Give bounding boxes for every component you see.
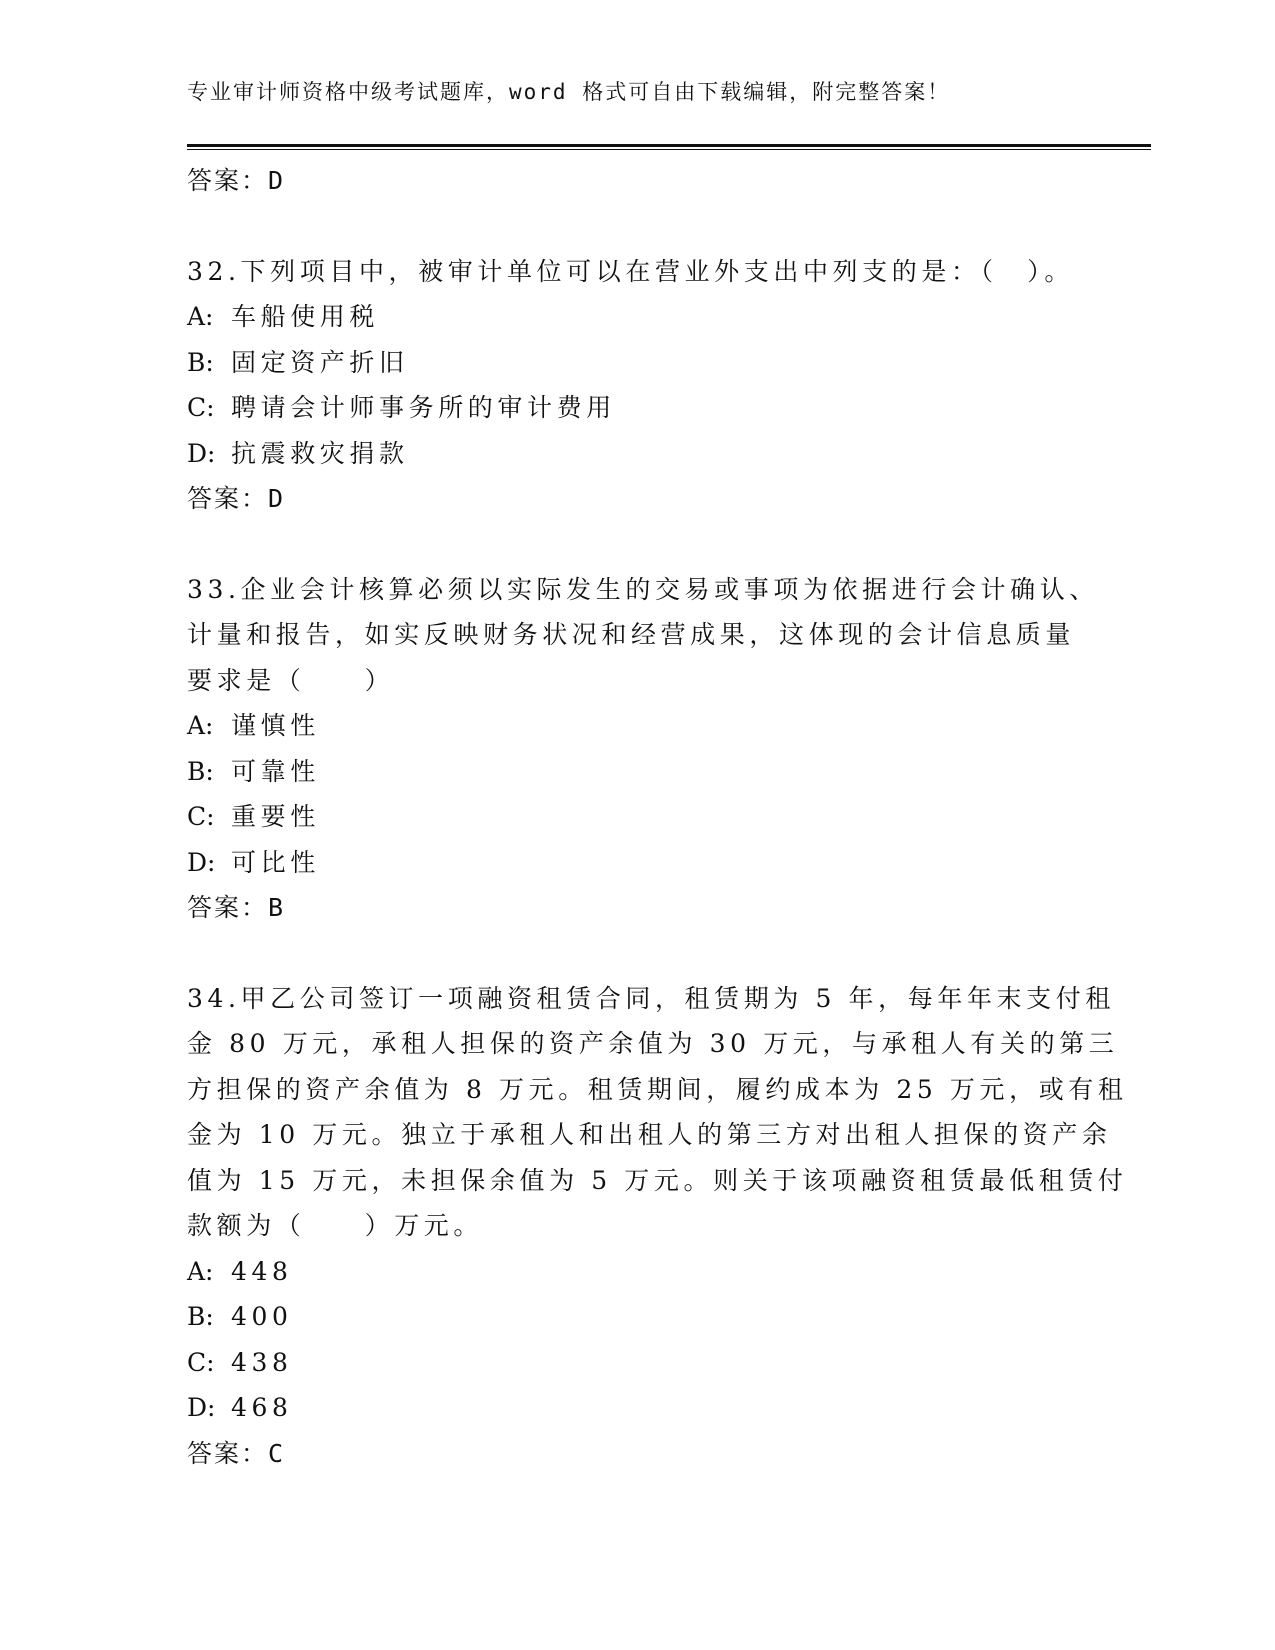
option-d <box>187 431 1087 477</box>
option-label: C: <box>187 1347 215 1377</box>
question-stem-line: 值为 15 万元，未担保余值为 5 万元。则关于该项融资租赁最低租赁付 <box>187 1165 1128 1195</box>
option-text: 固定资产折旧 <box>231 347 409 377</box>
option-c <box>187 794 1087 840</box>
option-text: 468 <box>231 1393 293 1422</box>
option-text: 车船使用税 <box>231 302 380 331</box>
option-label: B: <box>187 1302 214 1331</box>
question-32 <box>187 249 1087 522</box>
option-label: C: <box>187 393 215 422</box>
header-rule-thick <box>187 144 1151 147</box>
option-b <box>187 1294 1087 1340</box>
option-label: D: <box>187 438 216 468</box>
option-label: A: <box>187 711 214 740</box>
option-a <box>187 1249 1087 1295</box>
option-d <box>187 1385 1087 1431</box>
option-text: 抗震救灾捐款 <box>231 438 409 468</box>
question-stem-line: 款额为（ ）万元。 <box>187 1211 484 1240</box>
question-33 <box>187 567 1099 931</box>
option-label: A: <box>187 302 214 331</box>
option-label: D: <box>187 847 216 877</box>
question-stem-line: 33.企业会计核算必须以实际发生的交易或事项为依据进行会计确认、 <box>187 574 1099 604</box>
option-text: 聘请会计师事务所的审计费用 <box>231 393 616 422</box>
option-text: 400 <box>231 1302 293 1331</box>
spacer <box>187 931 1087 976</box>
question-34 <box>187 976 1128 1477</box>
option-a <box>187 703 1087 749</box>
option-b <box>187 749 1087 795</box>
option-text: 谨慎性 <box>231 711 320 740</box>
question-stem-line: 计量和报告，如实反映财务状况和经营成果，这体现的会计信息质量 <box>187 620 1076 649</box>
option-label: A: <box>187 1256 214 1286</box>
option-c <box>187 385 1087 431</box>
question-stem-line: 要求是（ ） <box>187 665 395 695</box>
option-text: 可靠性 <box>231 756 320 786</box>
option-label: B: <box>187 756 214 786</box>
question-stem-line: 方担保的资产余值为 8 万元。租赁期间，履约成本为 25 万元，或有租 <box>187 1074 1128 1104</box>
option-text: 重要性 <box>231 802 320 831</box>
answer: 答案：D <box>187 484 286 513</box>
spacer <box>187 522 1087 567</box>
option-text: 448 <box>231 1256 293 1286</box>
question-stem-line: 金为 10 万元。独立于承租人和出租人的第三方对出租人担保的资产余 <box>187 1120 1112 1149</box>
question-stem-line: 34.甲乙公司签订一项融资租赁合同，租赁期为 5 年，每年年末支付租 <box>187 983 1115 1013</box>
question-stem-line: 金 80 万元，承租人担保的资产余值为 30 万元，与承租人有关的第三 <box>187 1029 1119 1058</box>
option-label: D: <box>187 1393 216 1422</box>
option-b <box>187 340 1087 386</box>
option-c <box>187 1340 1087 1386</box>
option-label: B: <box>187 347 214 377</box>
answer: 答案：B <box>187 893 286 922</box>
spacer <box>187 204 1087 249</box>
question-stem-line: 32.下列项目中，被审计单位可以在营业外支出中列支的是：（ ）。 <box>187 256 1074 286</box>
question-list <box>187 158 1128 1476</box>
option-text: 438 <box>231 1347 293 1377</box>
header-rule-thin <box>187 149 1151 150</box>
option-label: C: <box>187 802 215 831</box>
option-text: 可比性 <box>231 847 320 877</box>
header-note: 专业审计师资格中级考试题库，word 格式可自由下载编辑，附完整答案！ <box>187 80 951 104</box>
answer: 答案：C <box>187 1438 286 1468</box>
option-a <box>187 294 1087 340</box>
previous-answer: 答案：D <box>187 166 286 195</box>
option-d <box>187 840 1087 886</box>
